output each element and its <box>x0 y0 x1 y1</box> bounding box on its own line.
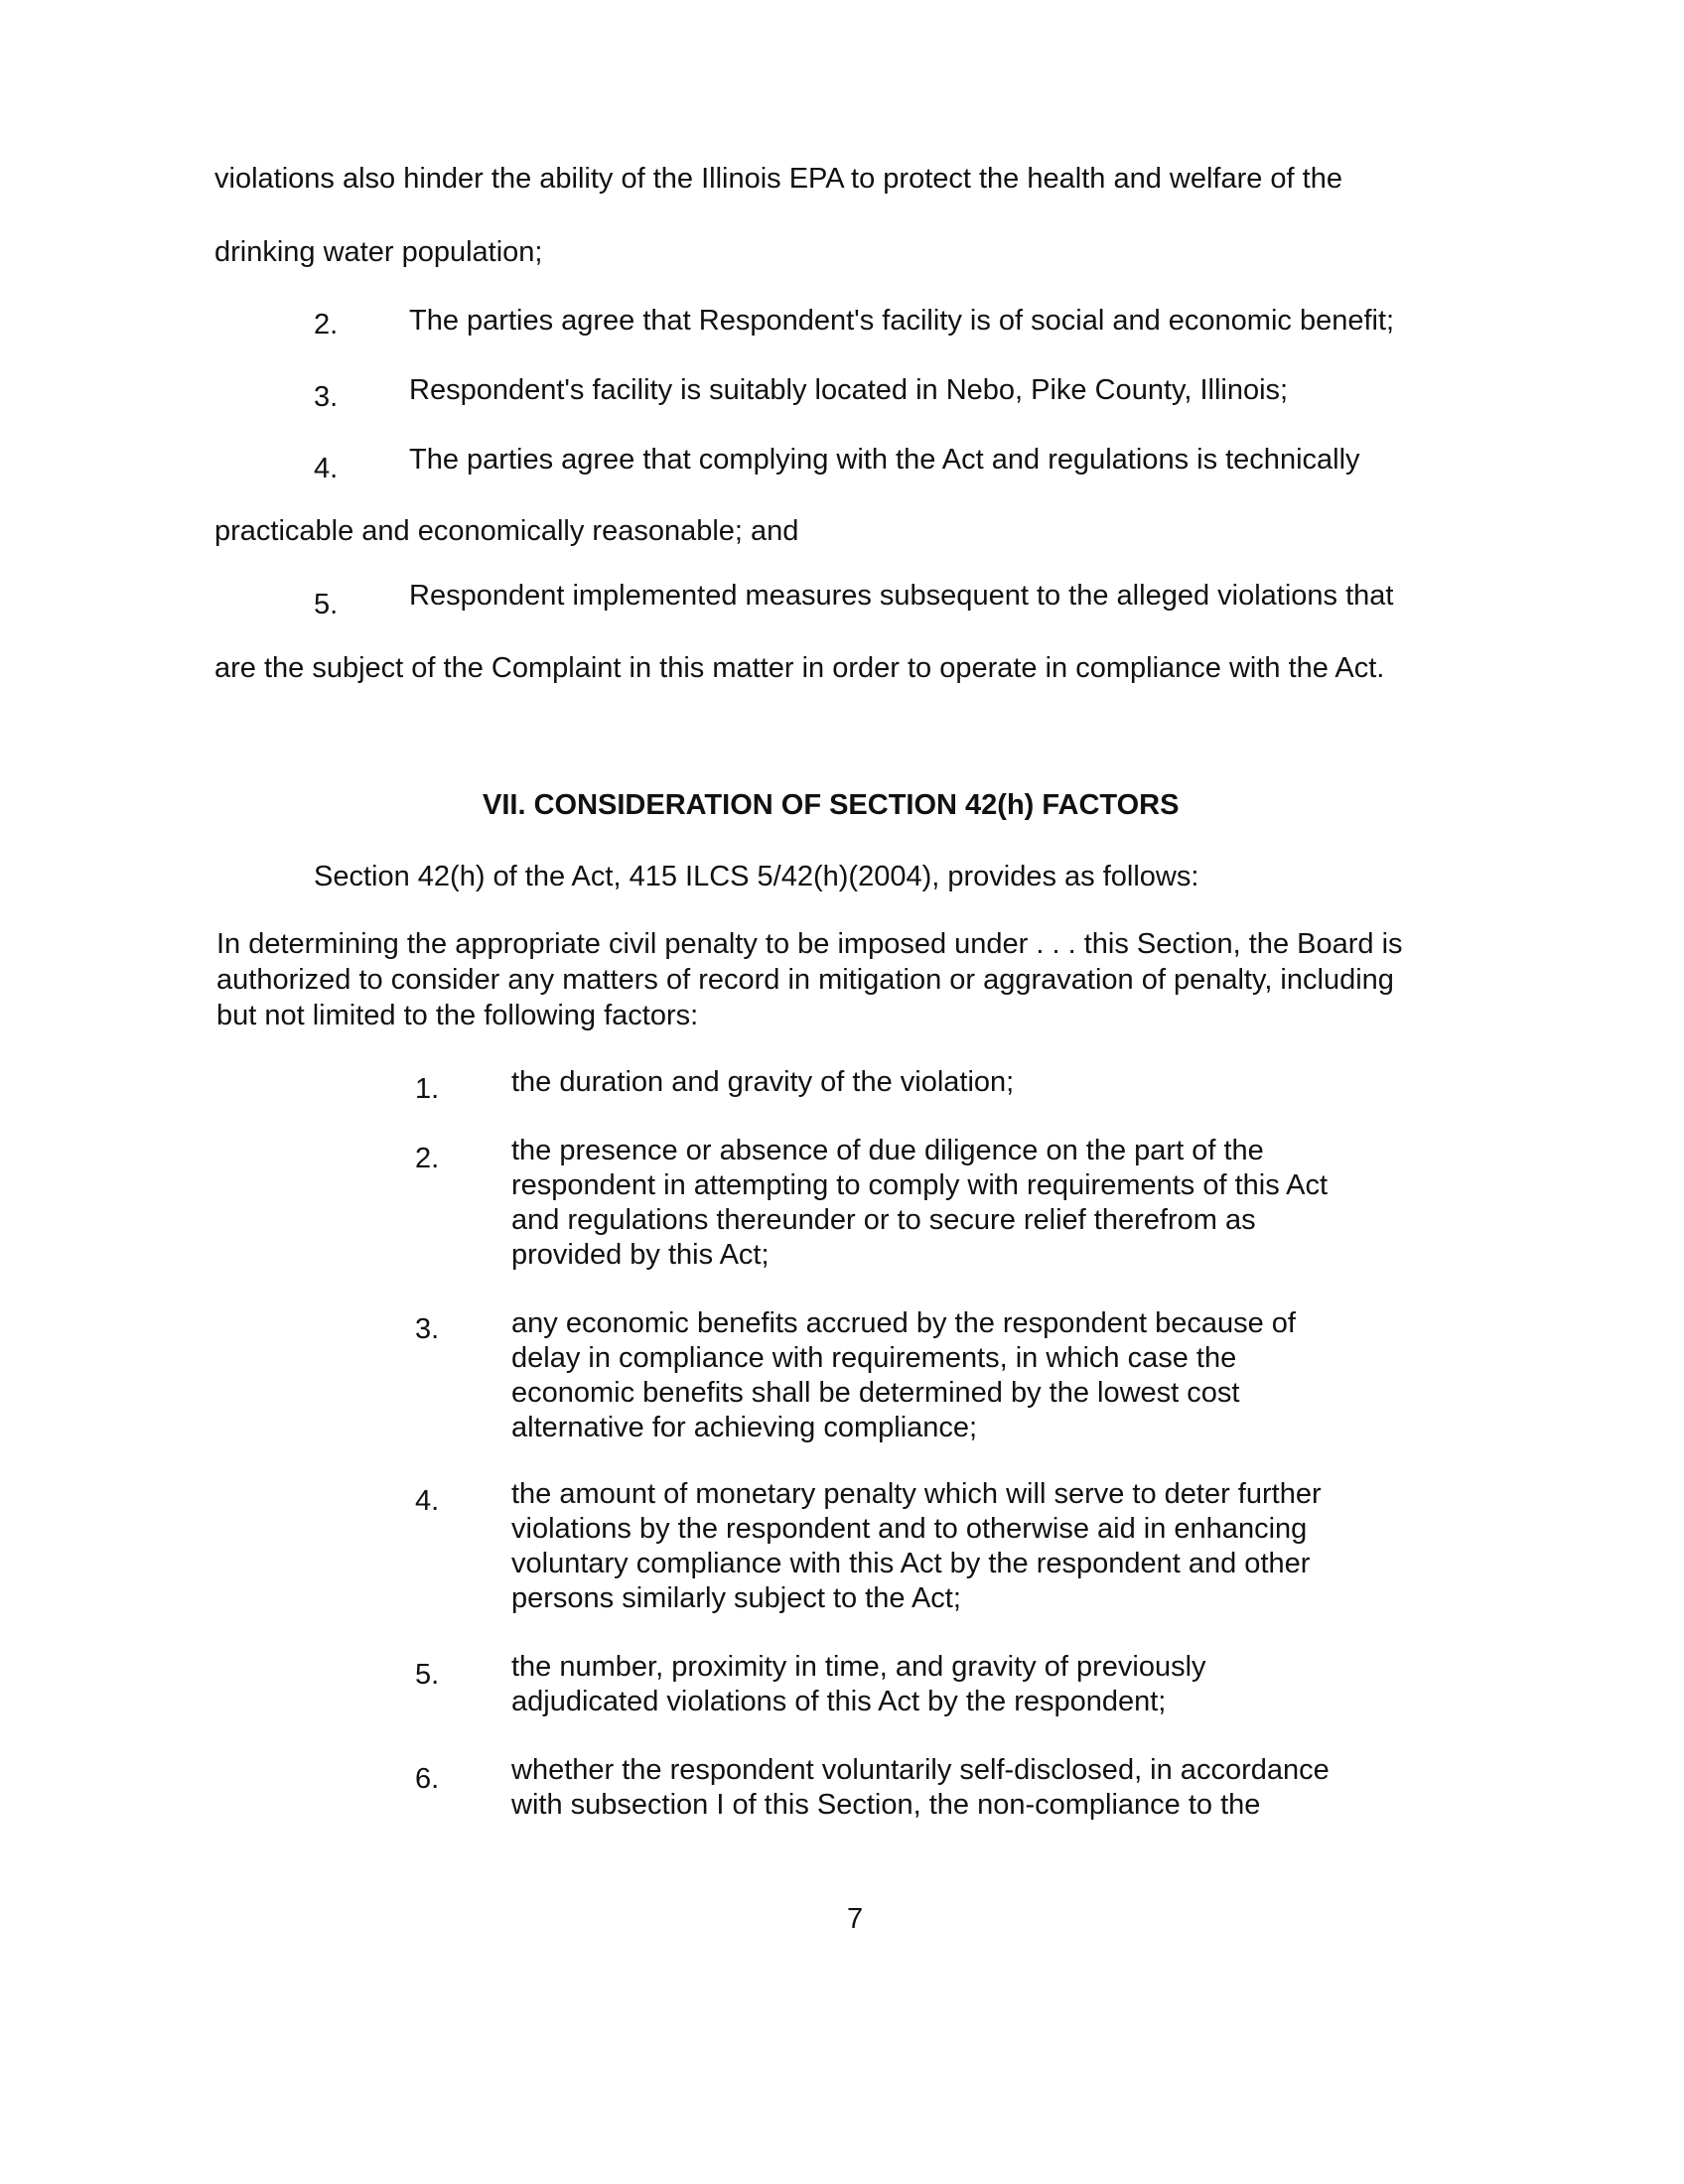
item-number: 2. <box>314 309 339 341</box>
factor-number: 1. <box>415 1073 440 1105</box>
paragraph-line: drinking water population; <box>214 236 543 268</box>
factor-text: the duration and gravity of the violation; <box>511 1066 1015 1098</box>
factor-text: any economic benefits accrued by the respondent because of delay in compliance with requirements, in which case the economic benefits shall be determined by the lowest cost alternative for achieving compliance; <box>511 1307 1296 1443</box>
factor-text: the amount of monetary penalty which will serve to deter further violations by the respondent and to otherwise aid in enhancing voluntary compliance with this Act by the respondent and other persons similarly subject to the Act; <box>511 1478 1322 1614</box>
section-lead: Section 42(h) of the Act, 415 ILCS 5/42(h)(2004), provides as follows: <box>314 861 1199 892</box>
item-text: The parties agree that Respondent's facility is of social and economic benefit; <box>409 305 1395 337</box>
factor-number: 5. <box>415 1659 440 1691</box>
factor-text: the number, proximity in time, and gravity of previously adjudicated violations of this Act by the respondent; <box>511 1651 1206 1717</box>
paragraph-line: practicable and economically reasonable; and <box>214 515 799 547</box>
factor-text: the presence or absence of due diligence on the part of the respondent in attempting to comply with requirements of this Act and regulations thereunder or to secure relief therefrom as provided by this Act; <box>511 1135 1329 1271</box>
factor-number: 3. <box>415 1313 440 1345</box>
quote-line: but not limited to the following factors: <box>216 1000 699 1031</box>
quote-line: In determining the appropriate civil penalty to be imposed under . . . this Section, the Board is <box>216 928 1403 960</box>
item-text: Respondent's facility is suitably located in Nebo, Pike County, Illinois; <box>409 374 1289 406</box>
paragraph-line: are the subject of the Complaint in this matter in order to operate in compliance with the Act. <box>214 652 1385 684</box>
item-number: 5. <box>314 589 339 620</box>
item-text: Respondent implemented measures subsequent to the alleged violations that <box>409 580 1394 612</box>
item-text: The parties agree that complying with the Act and regulations is technically <box>409 444 1360 476</box>
factor-number: 2. <box>415 1143 440 1174</box>
factor-number: 6. <box>415 1763 440 1795</box>
item-number: 3. <box>314 381 339 413</box>
item-number: 4. <box>314 453 339 484</box>
page-number: 7 <box>847 1903 864 1935</box>
paragraph-line: violations also hinder the ability of the Illinois EPA to protect the health and welfare of the <box>214 163 1342 195</box>
quote-line: authorized to consider any matters of record in mitigation or aggravation of penalty, including <box>216 964 1394 996</box>
section-heading: VII. CONSIDERATION OF SECTION 42(h) FACTORS <box>483 789 1180 821</box>
factor-text: whether the respondent voluntarily self-disclosed, in accordance with subsection I of this Section, the non-compliance to the <box>511 1754 1330 1821</box>
factor-number: 4. <box>415 1485 440 1517</box>
